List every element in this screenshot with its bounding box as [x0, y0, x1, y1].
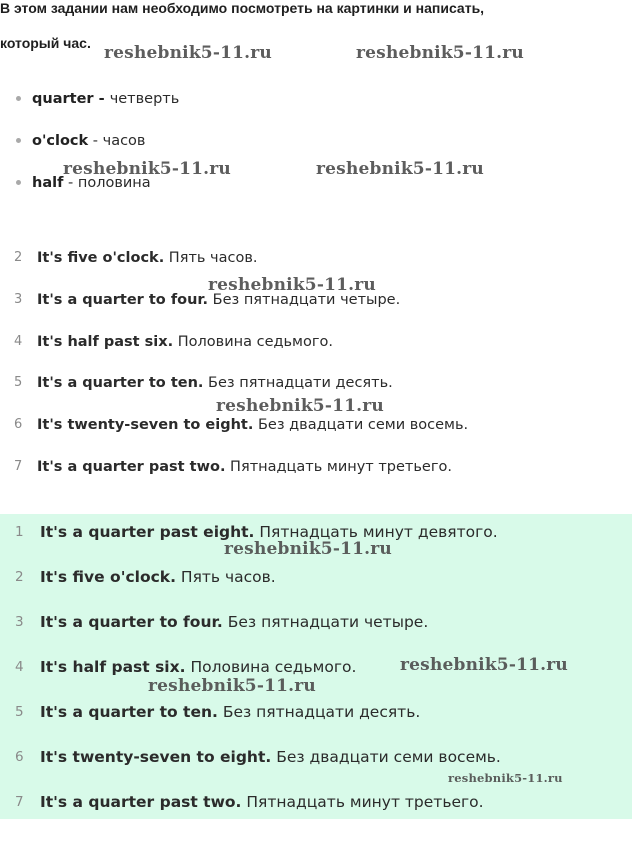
english-sentence: It's a quarter to four. [40, 613, 223, 631]
item-number: 6 [14, 417, 23, 432]
item-number: 1 [15, 524, 24, 540]
english-sentence: It's twenty-seven to eight. [37, 417, 254, 433]
list-item [0, 334, 632, 356]
list-item [0, 292, 632, 314]
english-sentence: It's a quarter past two. [37, 459, 226, 475]
english-sentence: It's a quarter to four. [37, 292, 209, 308]
bullet-icon [16, 96, 21, 101]
item-number: 2 [15, 569, 24, 585]
watermark: reshebnik5-11.ru [216, 396, 384, 416]
vocabulary-term: half [32, 175, 64, 191]
russian-translation: Без пятнадцати четыре. [222, 613, 429, 631]
item-number: 5 [14, 375, 23, 390]
english-sentence: It's half past six. [40, 658, 186, 676]
vocabulary-separator: - [63, 175, 78, 191]
russian-translation: Без пятнадцати десять. [203, 375, 393, 391]
list-item [0, 459, 632, 481]
watermark: reshebnik5-11.ru [316, 159, 484, 179]
watermark: reshebnik5-11.ru [148, 676, 316, 696]
russian-translation: Пятнадцать минут третьего. [225, 459, 452, 475]
intro-line-2: который час. [0, 35, 91, 51]
russian-translation: Половина седьмого. [185, 658, 357, 676]
list-item [0, 568, 632, 592]
vocabulary-separator: - [93, 91, 110, 107]
list-item [0, 793, 632, 817]
item-number: 5 [15, 704, 24, 720]
english-sentence: It's half past six. [37, 334, 174, 350]
english-sentence: It's a quarter past eight. [40, 523, 255, 541]
english-sentence: It's a quarter past two. [40, 793, 242, 811]
item-number: 2 [14, 250, 23, 265]
watermark: reshebnik5-11.ru [208, 275, 376, 295]
watermark: reshebnik5-11.ru [356, 43, 524, 63]
list-item [0, 613, 632, 637]
vocabulary-term: quarter [32, 91, 94, 107]
english-sentence: It's five o'clock. [37, 250, 165, 266]
list-item [0, 748, 632, 772]
english-sentence: It's twenty-seven to eight. [40, 748, 272, 766]
russian-translation: Пятнадцать минут третьего. [241, 793, 484, 811]
english-sentence: It's a quarter to ten. [40, 703, 218, 721]
list-item [0, 375, 632, 397]
item-number: 4 [14, 334, 23, 349]
russian-translation: Пятнадцать минут девятого. [254, 523, 498, 541]
item-number: 3 [14, 292, 23, 307]
item-number: 6 [15, 749, 24, 765]
russian-translation: Пять часов. [175, 568, 276, 586]
vocabulary-item [16, 91, 179, 107]
item-number: 3 [15, 614, 24, 630]
watermark: reshebnik5-11.ru [400, 655, 568, 675]
russian-translation: Половина седьмого. [173, 334, 333, 350]
vocabulary-translation: часов [102, 133, 146, 149]
list-item [0, 417, 632, 439]
item-number: 7 [14, 459, 23, 474]
list-item [0, 250, 632, 272]
vocabulary-item [16, 133, 145, 149]
watermark: reshebnik5-11.ru [63, 159, 231, 179]
russian-translation: Без пятнадцати десять. [217, 703, 421, 721]
vocabulary-term: o'clock [32, 133, 89, 149]
list-item [0, 703, 632, 727]
english-sentence: It's a quarter to ten. [37, 375, 204, 391]
russian-translation: Без пятнадцати четыре. [208, 292, 401, 308]
russian-translation: Пять часов. [164, 250, 258, 266]
vocabulary-translation: четверть [109, 91, 180, 107]
intro-line-1: В этом задании нам необходимо посмотреть на картинки и написать, [0, 0, 485, 16]
vocabulary-translation: половина [77, 175, 151, 191]
english-sentence: It's five o'clock. [40, 568, 176, 586]
bullet-icon [16, 180, 21, 185]
russian-translation: Без двадцати семи восемь. [271, 748, 501, 766]
item-number: 4 [15, 659, 24, 675]
watermark: reshebnik5-11.ru [448, 771, 563, 785]
watermark: reshebnik5-11.ru [224, 539, 392, 559]
item-number: 7 [15, 794, 24, 810]
bullet-icon [16, 138, 21, 143]
vocabulary-separator: - [88, 133, 103, 149]
russian-translation: Без двадцати семи восемь. [253, 417, 469, 433]
watermark: reshebnik5-11.ru [104, 43, 272, 63]
